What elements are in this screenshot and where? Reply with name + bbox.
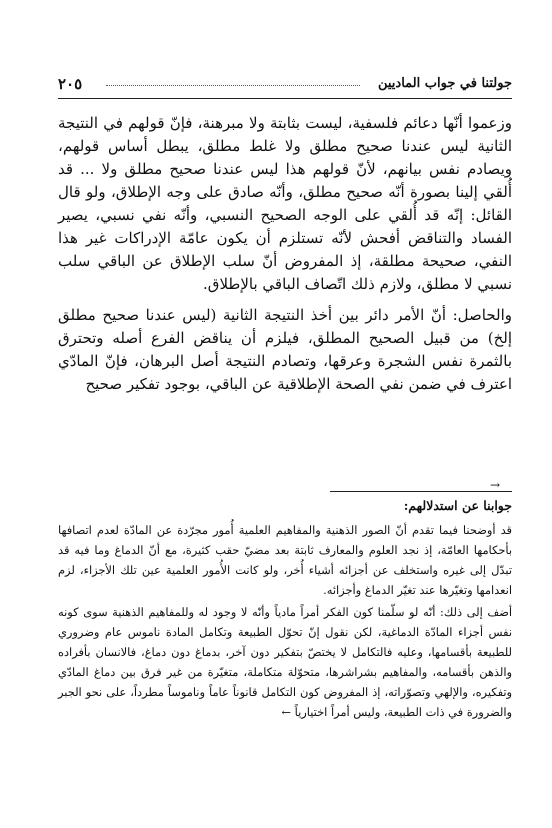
header-dot-leader [106, 85, 360, 86]
footnotes [58, 496, 512, 724]
footnote-paragraph-text: أضف إلى ذلك: أنّه لو سلّمنا كون الفكر أمراً مادياً وأنّه لا وجود له وللمفاهيم الذهنية سوى كونه نفس أجزاء المادّة الدماغية، لكن نقول إنّ تحوّل الطبيعة وتكامل المادة ناموس عام وضروري للطبيعة بأقسامها، وعليه فالتكامل لا يختصّ بتفكير دون آخر، بدماغ دون دماغ، فالانسان بأفراده والذهن بأقسامه، والمفاهيم بشراشرها، متحوّلة متكاملة، متغيّرة من غير فرق بين دماغ المادّي وتفكيره، والإلهي وتصوّراته، إذ المفروض كون التكامل قانوناً عاماً وناموساً مطرداً، على نحو الجبر والضرورة في ذات الطبيعة، وليس أمراً اختيارياً [58, 605, 512, 719]
footnote-paragraph: قد أوضحنا فيما تقدم أنّ الصور الذهنية والمفاهيم العلمية أُمور مجرّدة عن المادّة لعدم اتصافها بأحكامها العامّة، إذ نجد العلوم والمعارف ثابتة بعد مضيّ حقب كثيرة، مع أنّ الدماغ وما فيه قد تبدّل إلى غيره واستخلف عن أجزائه أشياء أُخر، ولو كانت الأُمور العلمية عين تلك الأجزاء، لزم انعدامها وتغيّرها عند تغيّر الدماغ وأجزائه. [58, 523, 512, 597]
main-paragraph: والحاصل: أنّ الأمر دائر بين أخذ النتيجة الثانية (ليس عندنا صحيح مطلق إلخ) من قبيل الصحيح المطلق، فيلزم أن يناقض الفرع أصله وتحترق بالثمرة نفس الشجرة وعرقها، وتصادم النتيجة أصل البرهان، فإنّ المادّي اعترف في ضمن نفي الصحة الإطلاقية عن الباقي، بوجود تفكير صحيح [58, 306, 512, 393]
footnote-paragraph [58, 602, 512, 722]
header-rule [58, 98, 512, 99]
main-paragraph: وزعموا أنّها دعائم فلسفية، ليست بثابتة ولا مبرهنة، فإنّ قولهم في النتيجة الثانية ليس عندنا صحيح مطلق ولا غلط مطلق، يبطل أساس قولهم، ويصادم نفس بيانهم، لأنّ قولهم هذا ليس عندنا صحيح مطلق ولا ... قد أُلقي إلينا بصورة أنّه صحيح مطلق، وأنّه صادق على وجه الإطلاق، ولو قال القائل: إنّه قد أُلقي على الوجه الصحيح النسبي، وأنّه نفي نسبي، يصير الفساد والتناقض أفحش لأنّه تستلزم أن يكون عامّة الإدراكات غير هذا النفي، صحيحة مطلقة، إذ المفروض أنّ سلب الإطلاق عن الباقي سلب نسبي لا مطلق، ولازم ذلك اتّصاف الباقي بالإطلاق. [58, 114, 512, 293]
page-header [58, 74, 512, 96]
footnote-title: جوابنا عن استدلالهم: [403, 498, 512, 513]
continuation-arrow-icon: ← [281, 705, 291, 719]
footnote-arrow-icon: → [490, 478, 501, 492]
running-title: جولتنا في جواب الماديين [377, 76, 512, 91]
main-text [58, 112, 512, 404]
page-number: ٢٠٥ [58, 75, 83, 93]
footnote-separator [330, 491, 512, 492]
